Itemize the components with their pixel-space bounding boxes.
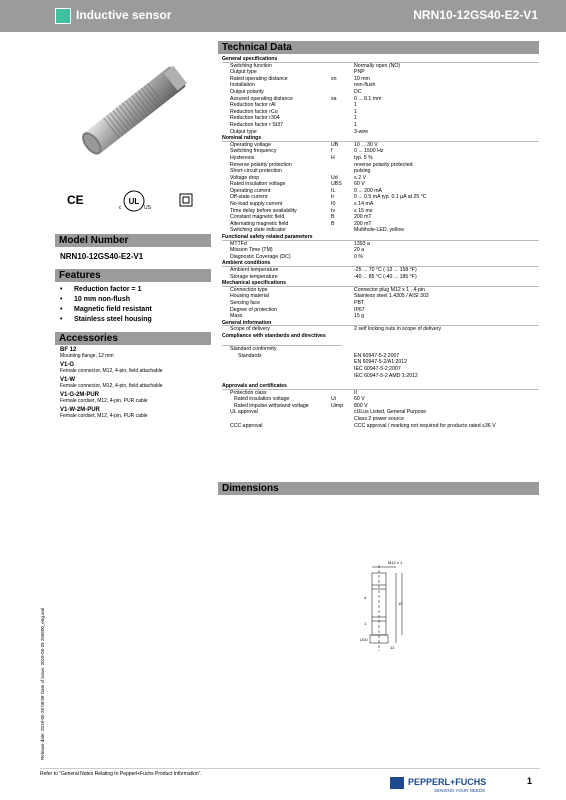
accessories-list: [60, 347, 210, 422]
header-bar: [0, 0, 566, 32]
tech-value: non-flush: [354, 82, 376, 89]
tech-row: [222, 300, 539, 307]
tech-param: Off-state current: [230, 194, 268, 201]
feature-item: • 10 mm non-flush: [60, 296, 152, 303]
tech-symbol: Uimp: [331, 402, 344, 409]
tech-symbol: Ud: [331, 174, 338, 181]
tech-param: Operating voltage: [230, 141, 271, 148]
tech-row: [222, 194, 539, 201]
tech-value: II: [354, 389, 357, 396]
tech-value: 0 ... 8.1 mm: [354, 95, 382, 102]
tech-value: 200 mT: [354, 214, 372, 221]
tech-row: [222, 69, 539, 76]
tech-param: Rated impulse withstand voltage: [234, 402, 309, 409]
tech-section-heading: Ambient conditions: [222, 260, 539, 267]
pepperl-fuchs-logo: [390, 774, 520, 794]
sensor-image: [55, 50, 211, 170]
tech-symbol: Ir: [331, 194, 335, 201]
tech-symbol: B: [331, 220, 335, 227]
tech-section-heading: Functional safety related parameters: [222, 234, 539, 241]
features-list: [60, 286, 152, 326]
svg-text:4: 4: [364, 595, 367, 600]
tech-param: Standards: [238, 352, 262, 359]
accessory-name: V1-W: [60, 377, 75, 383]
tech-value: DC: [354, 88, 362, 95]
tech-row: [222, 168, 539, 175]
features-heading: Features: [55, 269, 211, 282]
tech-param: No-load supply current: [230, 201, 283, 208]
tech-value: Connector plug M12 x 1 , 4-pin: [354, 286, 425, 293]
dimensions-heading: Dimensions: [218, 482, 539, 495]
tech-param: Voltage drop: [230, 174, 260, 181]
tech-row: [222, 221, 539, 228]
tech-symbol: IL: [331, 187, 336, 194]
thread-label: M12 x 1: [388, 560, 403, 565]
tech-symbol: B: [331, 214, 335, 221]
tech-param: Constant magnetic field: [230, 214, 285, 221]
tech-param: Sensing face: [230, 299, 260, 306]
tech-row: [222, 409, 539, 422]
release-info-text: Release date: 2018-05-28 08:08 Date of issue: 2018-05-28 256600_eng.xml: [40, 607, 45, 760]
tech-param: Output type: [230, 69, 257, 76]
tech-row: [222, 403, 539, 410]
doc-title: Inductive sensor: [76, 8, 172, 22]
dimensions-drawing: [340, 555, 420, 655]
tech-row: [222, 82, 539, 89]
tech-param: Degree of protection: [230, 306, 278, 313]
svg-text:10: 10: [398, 601, 403, 606]
tech-value: 1: [354, 121, 357, 128]
tech-row: [222, 353, 539, 379]
feature-item: • Stainless steel housing: [60, 316, 152, 323]
tech-value: 10 mm: [354, 75, 370, 82]
tech-value: ≤ 2 V: [354, 174, 367, 181]
tech-value: 1: [354, 108, 357, 115]
tech-param: Operating current: [230, 187, 271, 194]
tech-value: 15 g: [354, 313, 365, 320]
svg-text:US: US: [144, 205, 151, 211]
tech-value: 200 mT: [354, 220, 372, 227]
ul-mark-icon: [117, 190, 151, 212]
feature-item: • Magnetic field resistant: [60, 306, 152, 313]
tech-value: ≤ 15 ms: [354, 207, 373, 214]
tech-param: Reduction factor r St37: [230, 121, 284, 128]
accessory-desc: Female connector, M12, 4-pin, field attachable: [60, 368, 163, 374]
tech-symbol: tv: [331, 207, 336, 214]
page-number: 1: [527, 776, 533, 786]
tech-param: Assured operating distance: [230, 95, 293, 102]
certification-logos: [55, 188, 211, 218]
tech-section-heading: General information: [222, 320, 539, 327]
footer-divider: [40, 768, 540, 769]
tech-param: Alternating magnetic field: [230, 220, 289, 227]
tech-value: 60 V: [354, 396, 365, 403]
svg-text:SENSING YOUR NEEDS: SENSING YOUR NEEDS: [434, 788, 486, 793]
tech-value: Multihole-LED, yellow: [354, 227, 404, 234]
tech-param: Diagnostic Coverage (DC): [230, 253, 291, 260]
tech-param: Reduction factor r304: [230, 115, 280, 122]
tech-row: [222, 396, 539, 403]
tech-param: Short-circuit protection: [230, 168, 282, 175]
release-info: [40, 560, 50, 760]
tech-symbol: UBS: [331, 181, 342, 188]
tech-row: [222, 247, 539, 254]
ce-mark-icon: CE: [67, 193, 84, 207]
tech-row: [222, 102, 539, 109]
tech-section-heading: Compliance with standards and directives: [222, 333, 342, 346]
tech-row: [222, 214, 539, 221]
tech-param: Hysteresis: [230, 154, 255, 161]
svg-text:1: 1: [364, 621, 367, 626]
tech-value: 0 ... 200 mA: [354, 187, 382, 194]
tech-param: Scope of delivery: [230, 326, 270, 333]
svg-text:12: 12: [390, 645, 395, 650]
accessory-desc: Female cordset, M12, 4-pin, PUR cable: [60, 398, 148, 404]
tech-row: [222, 148, 539, 155]
tech-param: Rated insulation voltage: [234, 396, 290, 403]
doc-model: NRN10-12GS40-E2-V1: [413, 8, 538, 22]
footer-note: Refer to "General Notes Relating to Pepperl+Fuchs Product Information".: [40, 771, 202, 777]
tech-row: [222, 109, 539, 116]
tech-value: typ. 5 %: [354, 154, 373, 161]
tech-value: 0 ... 1500 Hz: [354, 148, 384, 155]
tech-param: UL approval: [230, 409, 258, 416]
accessory-name: V1-G-2M-PUR: [60, 392, 100, 398]
tech-row: [222, 307, 539, 314]
tech-value: -25 ... 70 °C (-13 ... 158 °F): [354, 267, 417, 273]
tech-row: [222, 162, 539, 169]
tech-value: PNP: [354, 69, 365, 76]
tech-value: ≤ 14 mA: [354, 201, 374, 208]
tech-param: Mass: [230, 313, 243, 320]
model-number-heading: Model Number: [55, 234, 211, 247]
tech-param: Standard conformity: [230, 346, 277, 353]
tech-row: [222, 142, 539, 149]
tech-param: Mission Time (TM): [230, 247, 273, 254]
tech-param: Rated operating distance: [230, 75, 288, 82]
tech-symbol: sa: [331, 95, 337, 102]
tech-row: [222, 96, 539, 103]
tech-value: 1: [354, 102, 357, 109]
accessory-name: V1-G: [60, 362, 75, 368]
tech-row: [222, 287, 539, 294]
tech-value: cULus Listed, General Purpose Class 2 power source: [354, 409, 427, 423]
tech-value: Stainless steel 1.4305 / AISI 303: [354, 293, 429, 300]
category-square-icon: [55, 8, 71, 24]
tech-row: [222, 76, 539, 83]
tech-section-heading: Nominal ratings: [222, 135, 539, 142]
tech-param: Storage temperature: [230, 273, 278, 280]
svg-text:UL: UL: [128, 197, 140, 206]
tech-row: [222, 293, 539, 300]
tech-value: Normally open (NO): [354, 62, 401, 69]
tech-param: Rated insulation voltage: [230, 181, 286, 188]
tech-symbol: I0: [331, 201, 336, 208]
tech-param: Housing material: [230, 293, 269, 300]
accessory-desc: Female cordset, M12, 4-pin, PUR cable: [60, 413, 148, 419]
tech-section-heading: General specifications: [222, 56, 539, 63]
tech-param: Reduction factor rAl: [230, 102, 276, 109]
feature-item: • Reduction factor = 1: [60, 286, 152, 293]
accessory-name: V1-W-2M-PUR: [60, 407, 100, 413]
accessories-heading: Accessories: [55, 332, 211, 345]
tech-param: Switching frequency: [230, 148, 277, 155]
tech-param: Installation: [230, 82, 255, 89]
accessory-desc: Mounting flange, 12 mm: [60, 353, 114, 359]
tech-value: 20 a: [354, 247, 365, 254]
tech-value: 2 self locking nuts in scope of delivery: [354, 326, 442, 333]
tech-param: Switching function: [230, 62, 272, 69]
tech-row: [222, 313, 539, 320]
tech-row: [222, 188, 539, 195]
tech-row: [222, 89, 539, 96]
tech-row: [222, 129, 539, 136]
tech-value: 1: [354, 115, 357, 122]
tech-value: EN 60947-5-2:2007 EN 60947-5-2/A1:2012 IEC 60947-5-2:2007 IEC 60947-5-2 AMD 1:2012: [354, 352, 418, 379]
accessory-name: BF 12: [60, 347, 77, 353]
tech-row: [222, 267, 539, 274]
tech-value: 10 ... 30 V: [354, 141, 378, 148]
tech-section-heading: Approvals and certificates: [222, 383, 539, 390]
tech-row: [222, 390, 539, 397]
tech-value: 0 ... 0.5 mA typ. 0.1 µA at 25 °C: [354, 194, 427, 201]
tech-value: 3-wire: [354, 128, 369, 135]
accessory-desc: Female connector, M12, 4-pin, field attachable: [60, 383, 163, 389]
tech-row: [222, 122, 539, 129]
tech-param: Reverse polarity protection: [230, 161, 292, 168]
tech-row: [222, 181, 539, 188]
tech-symbol: H: [331, 154, 335, 161]
protection-class-icon: [179, 193, 193, 207]
tech-row: [222, 175, 539, 182]
tech-value: IP67: [354, 306, 365, 313]
tech-value: -40 ... 85 °C (-40 ... 185 °F): [354, 273, 417, 280]
tech-row: [222, 346, 539, 353]
tech-symbol: sn: [331, 75, 337, 82]
tech-value: 1393 a: [354, 240, 370, 247]
tech-param: Ambient temperature: [230, 267, 279, 273]
tech-param: Output polarity: [230, 88, 264, 95]
technical-data-heading: Technical Data: [218, 41, 539, 54]
tech-row: [222, 423, 539, 430]
tech-value: 0 %: [354, 253, 363, 260]
tech-row: [222, 241, 539, 248]
tech-param: Output type: [230, 128, 257, 135]
tech-row: [222, 326, 539, 333]
tech-row: [222, 155, 539, 162]
tech-param: Time delay before availability: [230, 207, 297, 214]
tech-param: Connection type: [230, 286, 268, 293]
tech-value: 60 V: [354, 181, 365, 188]
tech-param: Switching state indicator: [230, 227, 286, 234]
svg-text:c: c: [119, 205, 122, 211]
tech-symbol: f: [331, 148, 333, 155]
tech-value: 800 V: [354, 402, 368, 409]
tech-param: Protection class: [230, 389, 267, 396]
tech-row: [222, 208, 539, 215]
tech-row: [222, 274, 539, 281]
technical-data-table: [222, 56, 539, 429]
led-label: LED: [360, 637, 368, 642]
tech-value: reverse polarity protected: [354, 161, 413, 168]
tech-value: PBT: [354, 299, 365, 306]
svg-text:PEPPERL+FUCHS: PEPPERL+FUCHS: [408, 777, 487, 787]
tech-value: CCC approval / marking not required for products rated ≤36 V: [354, 422, 496, 429]
tech-param: Reduction factor rCu: [230, 108, 278, 115]
tech-param: CCC approval: [230, 422, 263, 429]
tech-section-heading: Mechanical specifications: [222, 280, 539, 287]
tech-row: [222, 115, 539, 122]
tech-row: [222, 201, 539, 208]
tech-symbol: UB: [331, 141, 339, 148]
tech-row: [222, 254, 539, 261]
tech-param: MTTFd: [230, 240, 247, 247]
model-number-value: NRN10-12GS40-E2-V1: [60, 252, 144, 261]
tech-symbol: Ui: [331, 396, 336, 403]
tech-value: pulsing: [354, 168, 371, 175]
tech-row: [222, 63, 539, 70]
tech-row: [222, 227, 539, 234]
